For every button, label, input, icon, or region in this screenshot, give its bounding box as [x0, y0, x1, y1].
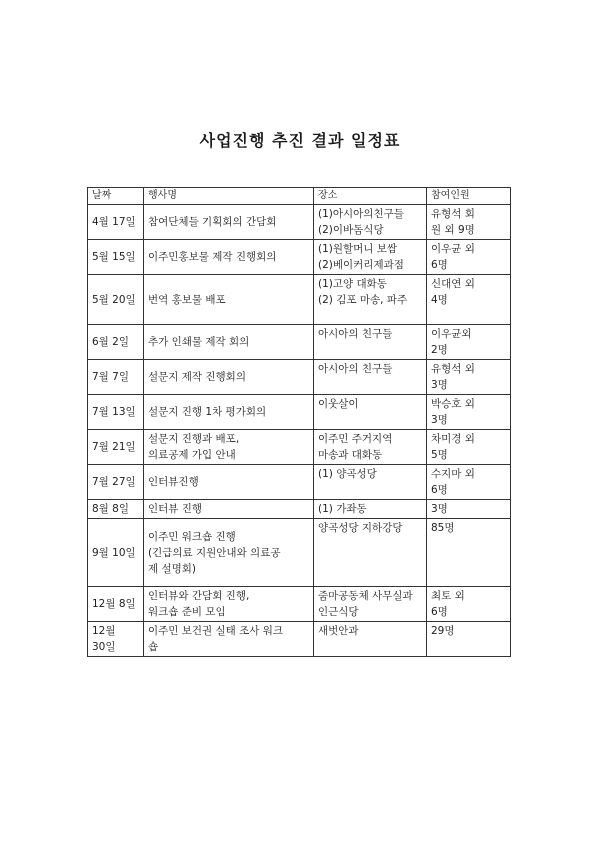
cell-place	[314, 519, 427, 587]
cell-place	[314, 500, 427, 519]
cell-date: 9월 10일	[88, 519, 144, 587]
cell-date: 5월 15일	[88, 240, 144, 275]
cell-participants	[427, 430, 511, 465]
cell-date: 7월 13일	[88, 395, 144, 430]
table-row	[88, 240, 511, 275]
cell-place	[314, 325, 427, 360]
cell-date: 5월 20일	[88, 275, 144, 325]
cell-place	[314, 430, 427, 465]
cell-place-line: 인근식당	[318, 606, 359, 618]
cell-event-line: 제 설명회)	[148, 562, 197, 575]
cell-participants-line: 6명	[431, 484, 448, 496]
cell-participants-line: 29명	[431, 625, 455, 637]
table-row	[88, 275, 511, 325]
cell-participants-line: 최토 외	[431, 590, 465, 602]
cell-date: 6월 2일	[88, 325, 144, 360]
header-place: 장소	[314, 188, 427, 205]
cell-date: 12월 8일	[88, 587, 144, 622]
cell-participants	[427, 325, 511, 360]
cell-participants-line: 6명	[431, 606, 448, 618]
cell-participants-line: 3명	[431, 503, 448, 515]
cell-participants-line: 유형석 회	[431, 208, 475, 220]
cell-place-line: 새벗안과	[318, 625, 359, 637]
cell-place-line: (1) 양곡성당	[318, 468, 377, 480]
cell-event	[144, 205, 314, 240]
cell-event-line: 인터뷰와 간담회 진행,	[148, 590, 250, 602]
cell-participants-line: 2명	[431, 344, 448, 356]
cell-participants	[427, 465, 511, 500]
table-row	[88, 622, 511, 657]
cell-place-line: 아시아의 친구들	[318, 328, 393, 340]
cell-event-line: 이주민홍보물 제작 진행회의	[148, 251, 277, 263]
cell-place-line: (1)고양 대화동	[318, 278, 387, 290]
header-participants: 참여인원	[427, 188, 511, 205]
cell-event-line: 추가 인쇄물 제작 회의	[148, 336, 250, 348]
cell-participants-line: 차미경 외	[431, 433, 475, 445]
cell-place-line: 이웃살이	[318, 398, 359, 410]
cell-participants	[427, 360, 511, 395]
cell-date: 8월 8일	[88, 500, 144, 519]
cell-event-line: (긴급의료 지원안내와 의료공	[148, 546, 281, 559]
cell-event-line: 인터뷰진행	[148, 476, 199, 488]
cell-event-line: 설문지 진행 1차 평가회의	[148, 406, 267, 418]
cell-place	[314, 395, 427, 430]
cell-event-line: 설문지 진행과 배포,	[148, 433, 240, 445]
cell-place-line: 아시아의 친구들	[318, 363, 393, 375]
cell-place	[314, 360, 427, 395]
table-row	[88, 325, 511, 360]
cell-event-line: 이주민 보건권 실태 조사 워크	[148, 625, 284, 637]
cell-participants-line: 박승호 외	[431, 398, 475, 410]
cell-event	[144, 240, 314, 275]
table-row	[88, 205, 511, 240]
cell-participants	[427, 500, 511, 519]
header-event: 행사명	[144, 188, 314, 205]
cell-event	[144, 519, 314, 587]
table-row	[88, 395, 511, 430]
table-row	[88, 500, 511, 519]
cell-event-line: 번역 홍보물 배포	[148, 293, 226, 306]
cell-place-line: 줌마공동체 사무실과	[318, 590, 413, 602]
cell-participants-line: 유형석 외	[431, 363, 475, 375]
cell-participants-line: 수지마 외	[431, 468, 475, 480]
cell-participants-line: 3명	[431, 414, 448, 426]
cell-event-line: 워크숍 준비 모임	[148, 606, 226, 618]
table-row	[88, 587, 511, 622]
table-row	[88, 360, 511, 395]
cell-place-line: 마송과 대화동	[318, 449, 383, 461]
cell-place-line: (1)아시아의친구들	[318, 208, 404, 220]
cell-participants	[427, 622, 511, 657]
cell-participants-line: 이우균외	[431, 328, 472, 340]
cell-place-line: (2)이바돔식당	[318, 224, 384, 236]
cell-event-line: 의료공제 가입 안내	[148, 449, 236, 461]
table-header-row	[88, 188, 511, 205]
cell-date: 7월 7일	[88, 360, 144, 395]
cell-place	[314, 275, 427, 325]
cell-participants-line: 3명	[431, 379, 448, 391]
schedule-body	[88, 205, 511, 657]
cell-participants-line: 원 외 9명	[431, 224, 475, 236]
cell-participants-line: 6명	[431, 259, 448, 271]
cell-place	[314, 622, 427, 657]
cell-participants	[427, 395, 511, 430]
cell-event	[144, 360, 314, 395]
cell-place	[314, 205, 427, 240]
cell-place-line: (1) 가좌동	[318, 503, 367, 515]
cell-participants-line: 5명	[431, 449, 448, 461]
table-row	[88, 465, 511, 500]
cell-date: 4월 17일	[88, 205, 144, 240]
cell-participants-line: 이우균 외	[431, 243, 475, 255]
document-title: 사업진행 추진 결과 일정표	[199, 131, 401, 150]
cell-place-line: 양곡성당 지하강당	[318, 522, 403, 534]
cell-place-line: (1)원할머니 보쌈	[318, 243, 398, 255]
cell-date: 7월 27일	[88, 465, 144, 500]
cell-participants	[427, 587, 511, 622]
cell-event-line: 인터뷰 진행	[148, 503, 203, 515]
cell-event-line: 숍	[148, 641, 159, 653]
cell-event	[144, 430, 314, 465]
cell-participants	[427, 240, 511, 275]
cell-place-line: (2)베이커리제과점	[318, 259, 404, 271]
table-row	[88, 430, 511, 465]
cell-event	[144, 325, 314, 360]
header-date: 날짜	[88, 188, 144, 205]
cell-participants-line: 4명	[431, 294, 448, 306]
table-row	[88, 519, 511, 587]
cell-event	[144, 465, 314, 500]
cell-participants	[427, 519, 511, 587]
cell-participants	[427, 275, 511, 325]
cell-place-line: (2) 김포 마송, 파주	[318, 294, 408, 306]
cell-event-line: 이주민 워크숍 진행	[148, 530, 236, 543]
cell-date: 7월 21일	[88, 430, 144, 465]
cell-participants-line: 85명	[431, 522, 455, 534]
cell-place-line: 이주민 주거지역	[318, 433, 393, 445]
cell-participants	[427, 205, 511, 240]
cell-place	[314, 240, 427, 275]
cell-place	[314, 587, 427, 622]
cell-date: 12월 30일	[88, 622, 144, 657]
cell-participants-line: 신대연 외	[431, 278, 475, 290]
schedule-table	[87, 187, 511, 657]
cell-event	[144, 275, 314, 325]
cell-place	[314, 465, 427, 500]
cell-event-line: 설문지 제작 진행회의	[148, 371, 246, 383]
cell-event	[144, 622, 314, 657]
cell-event	[144, 395, 314, 430]
cell-event	[144, 587, 314, 622]
cell-event-line: 참여단체들 기획회의 간담회	[148, 216, 277, 228]
cell-event	[144, 500, 314, 519]
